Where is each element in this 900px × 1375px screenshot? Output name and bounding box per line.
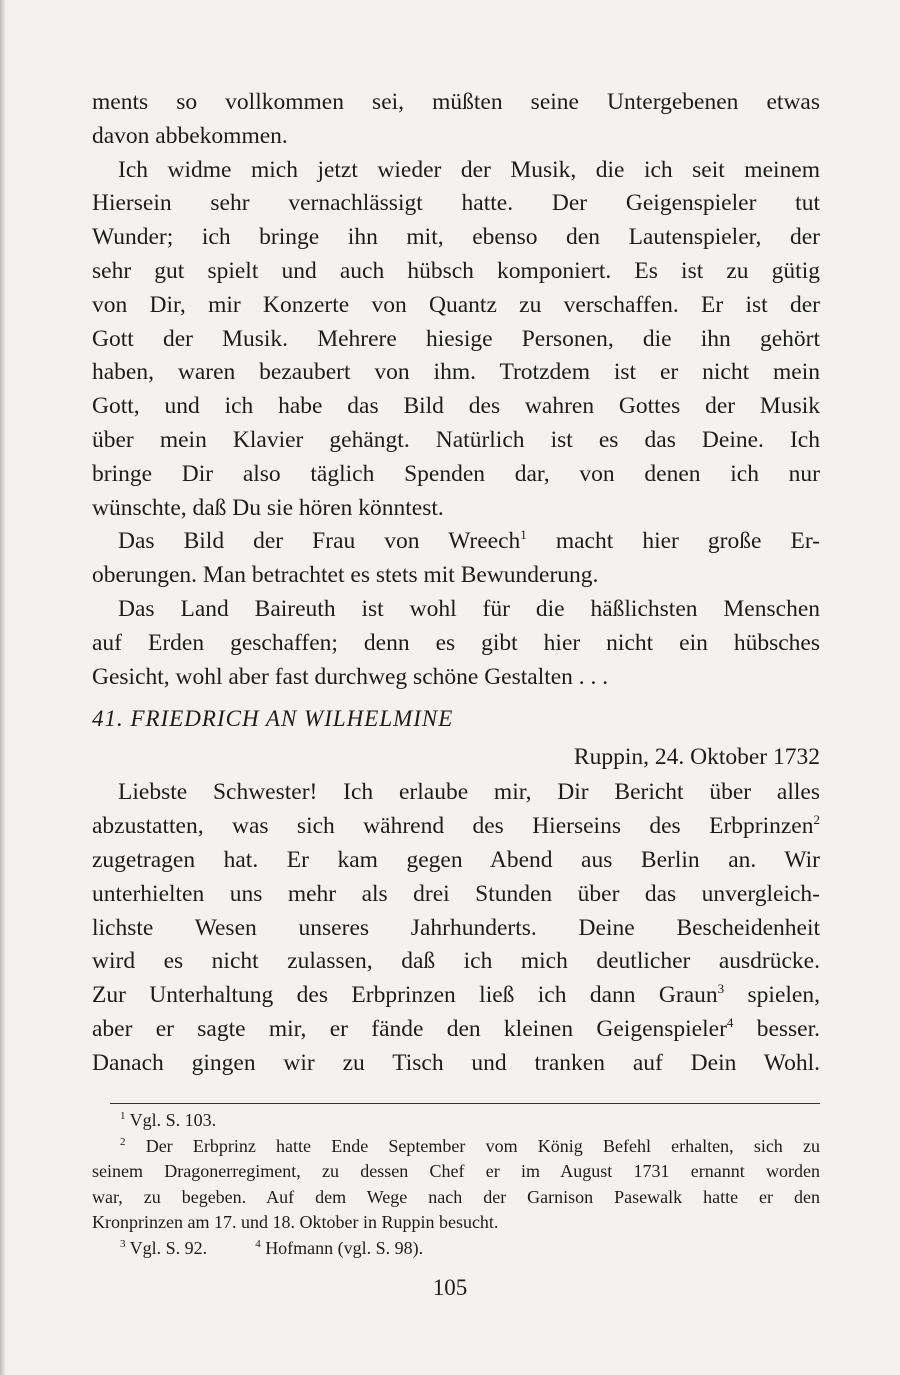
place-date: Ruppin, 24. Oktober 1732 [573, 744, 820, 771]
text-line: auf Erden geschaffen; denn es gibt hier nicht ein hübsches [92, 629, 820, 656]
text-line: abzustatten, was sich während des Hierseins des Erbprinzen$^2$ [92, 812, 820, 840]
footnote-line: Kronprinzen am 17. und 18. Oktober in Ruppin besucht. [92, 1212, 499, 1232]
text-line: Liebste Schwester! Ich erlaube mir, Dir Bericht über alles [118, 779, 820, 806]
text-line: Danach gingen wir zu Tisch und tranken auf Dein Wohl. [92, 1049, 820, 1076]
footnote-marker: 2 [120, 1135, 126, 1148]
footnote-marker: 1 [120, 1110, 126, 1122]
footnote-line: seinem Dragonerregiment, zu dessen Chef er im August 1731 ernannt worden [92, 1161, 820, 1181]
text-line: Das Bild der Frau von Wreech$^1$ macht hier große Er- [118, 527, 820, 555]
footnote-rule [110, 1103, 820, 1104]
footnote-reference: 1 [520, 527, 527, 543]
main-text [92, 86, 820, 1081]
footnote-line: $^1$ Vgl. S. 103. [120, 1110, 217, 1130]
text-line: bringe Dir also täglich Spenden dar, von denen ich nur [92, 460, 820, 487]
text-line: Hiersein sehr vernachlässigt hatte. Der Geigenspieler tut [92, 190, 820, 217]
text-line: unterhielten uns mehr als drei Stunden über das unvergleich- [92, 880, 820, 907]
text-line: aber er sagte mir, er fände den kleinen Geigenspieler$^4$ besser. [92, 1014, 820, 1042]
text-line: von Dir, mir Konzerte von Quantz zu verschaffen. Er ist der [92, 291, 820, 318]
page-number: 105 [432, 1275, 468, 1300]
text-line: Wunder; ich bringe ihn mit, ebenso den Lautenspieler, der [92, 224, 820, 251]
text-line: wird es nicht zulassen, daß ich mich deutlicher ausdrücke. [92, 948, 820, 975]
text-line: zugetragen hat. Er kam gegen Abend aus Berlin an. Wir [92, 846, 820, 873]
text-line: sehr gut spielt und auch hübsch komponiert. Es ist zu gütig [92, 257, 820, 284]
page-edge-shadow [0, 0, 6, 1375]
text-line: davon abbekommen. [92, 122, 288, 149]
text-line: Gott der Musik. Mehrere hiesige Personen, die ihn gehört [92, 325, 820, 352]
text-line: Gesicht, wohl aber fast durchweg schöne Gestalten . . . [92, 663, 609, 690]
footnote-line: $^2$ Der Erbprinz hatte Ende September vom König Befehl erhalten, sich zu [120, 1135, 820, 1156]
footnote-reference: 2 [813, 812, 820, 828]
text-line: ments so vollkommen sei, müßten seine Untergebenen etwas [92, 89, 820, 115]
text-line: über mein Klavier gehängt. Natürlich ist es das Deine. Ich [92, 426, 820, 453]
text-line: wünschte, daß Du sie hören könntest. [92, 494, 444, 521]
text-line: oberungen. Man betrachtet es stets mit Bewunderung. [92, 562, 599, 589]
text-line: haben, waren bezaubert von ihm. Trotzdem ist er nicht mein [92, 359, 820, 386]
body-paragraphs [92, 86, 820, 694]
text-line: Zur Unterhaltung des Erbprinzen ließ ich dann Graun$^3$ spielen, [92, 981, 820, 1009]
footnotes [92, 1108, 820, 1261]
footnote-reference: 3 [717, 981, 725, 997]
footnote-line: war, zu begeben. Auf dem Wege nach der Garnison Pasewalk hatte er den [92, 1186, 820, 1207]
footnote-3-4: $^3$ Vgl. S. 92. $^4$ Hofmann (vgl. S. 98). [120, 1237, 424, 1258]
text-line: Ich widme mich jetzt wieder der Musik, die ich seit meinem [118, 156, 820, 183]
letter-heading: 41. FRIEDRICH AN WILHELMINE [92, 706, 454, 732]
footnote-reference: 4 [726, 1014, 734, 1030]
text-line: lichste Wesen unseres Jahrhunderts. Deine Bescheidenheit [92, 914, 820, 941]
text-line: Das Land Baireuth ist wohl für die häßlichsten Menschen [118, 595, 820, 622]
letter-text [92, 776, 820, 1080]
text-line: Gott, und ich habe das Bild des wahren Gottes der Musik [92, 393, 820, 420]
